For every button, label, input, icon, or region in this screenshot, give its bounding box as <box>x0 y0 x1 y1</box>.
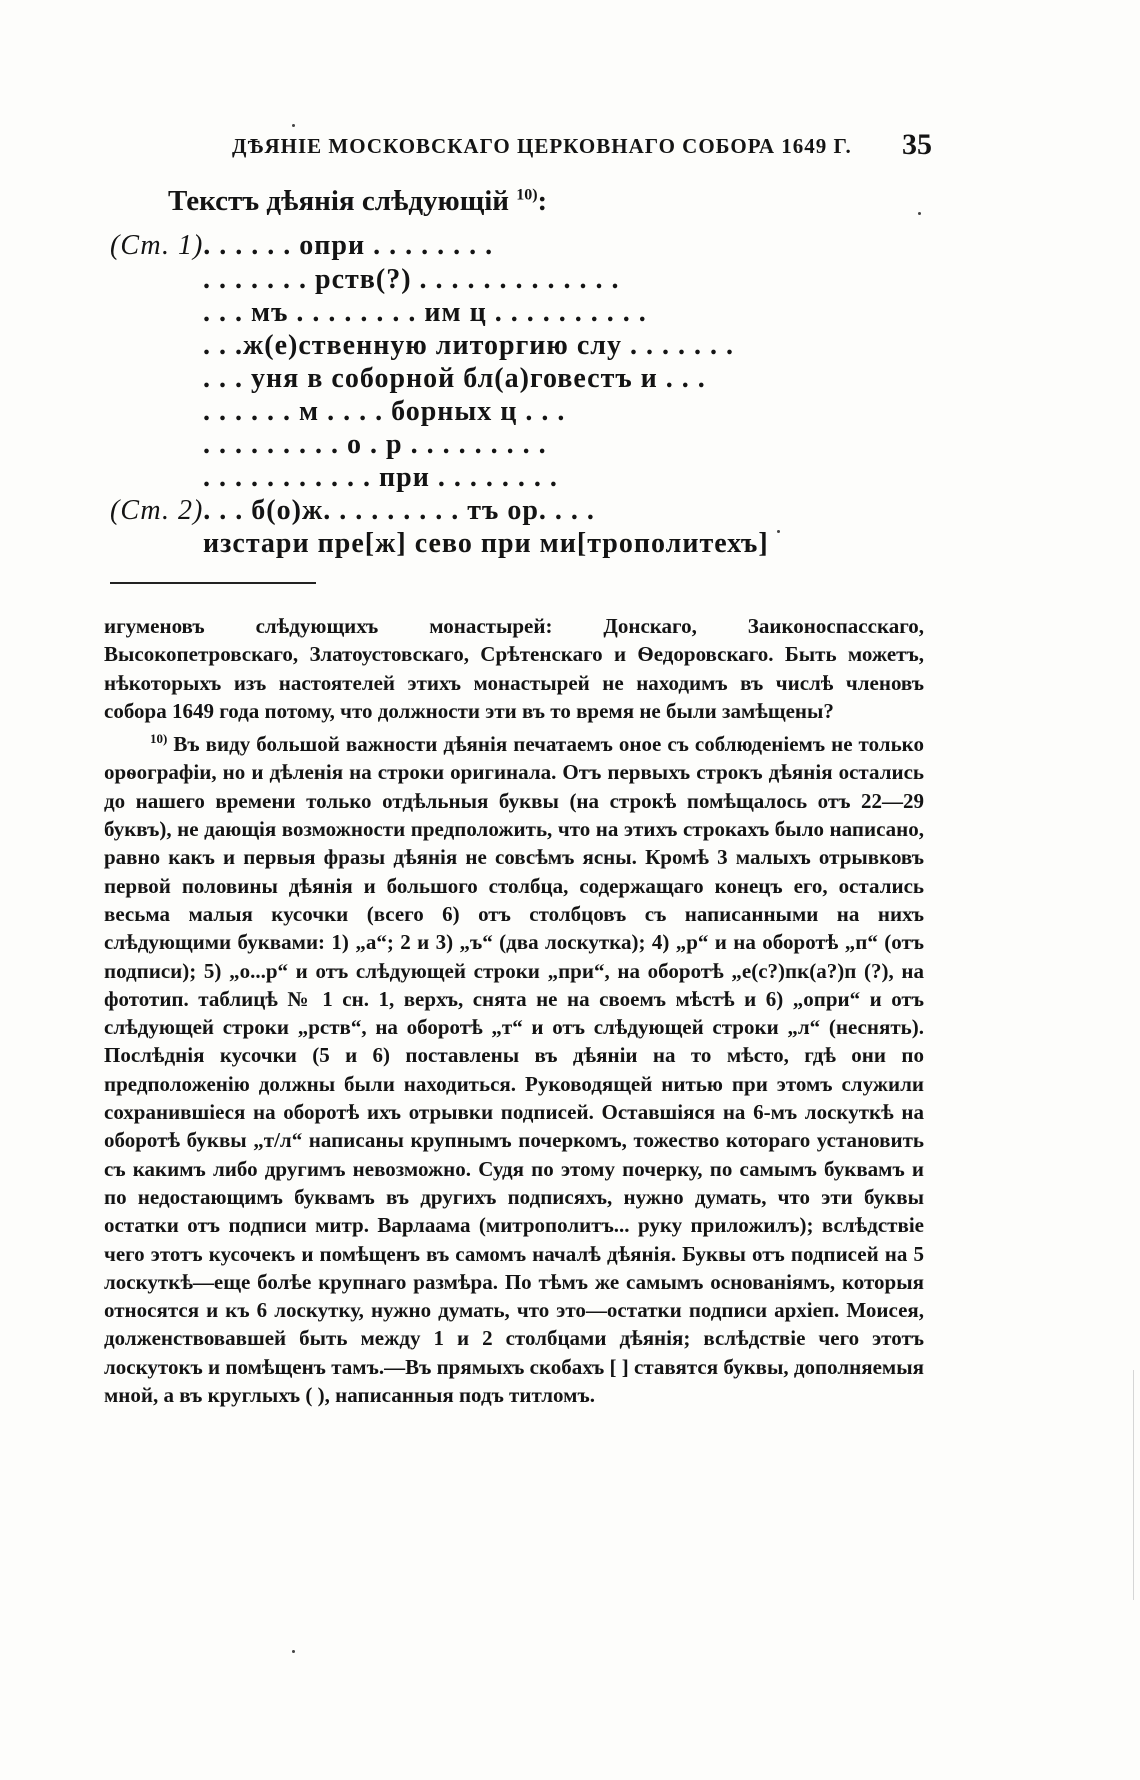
scan-edge-line <box>1133 1370 1134 1600</box>
fragment-text: . . . . . . опри . . . . . . . . <box>203 230 494 261</box>
fragment-text: . . . . . . м . . . . борных ц . . . <box>203 396 566 427</box>
footnote-body: Въ виду большой важности дѣянія печатаемъ оное съ соблюденіемъ не только орѳографіи, но и дѣленія на строки оригинала. Отъ первыхъ строкъ дѣянія остались до нашего времени только отдѣльныя буквы (на строкѣ помѣщалось отъ 22—29 буквъ), не дающія возможности предположить, что на этихъ строкахъ было написано, равно какъ и первыя фразы дѣянія не совсѣмъ ясны. Кромѣ 3 малыхъ отрывковъ первой половины дѣянія и большого столбца, содержащаго конецъ его, остались весьма малыя кусочки (всего 6) отъ столбцовъ съ написанными на нихъ слѣдующими буквами: 1) „а“; 2 и 3) „ъ“ (два лоскутка); 4) „р“ и на оборотѣ „п“ (отъ подписи); 5) „о...р“ и отъ слѣдующей строки „при“, на оборотѣ „е(с?)пк(а?)п (?), на фототип. таблицѣ № 1 сн. 1, верхъ, снята не на своемъ мѣстѣ и 6) „опри“ и отъ слѣдующей строки „рств“, на оборотѣ „т“ и отъ слѣдующей строки „л“ (неснять). Послѣднія кусочки (5 и 6) поставлены въ дѣяніи на то мѣсто, гдѣ они по предположенію должны были находиться. Руководящей нитью при этомъ служили сохранившіеся на оборотѣ ихъ отрывки подписей. Оставшіяся на 6-мъ лоскуткѣ на оборотѣ буквы „т/л“ написаны крупнымъ почеркомъ, тожество котораго установить съ какимъ либо другимъ невозможно. Судя по этому почерку, по самымъ буквамъ и по недостающимъ буквамъ въ другихъ подписяхъ, нужно думать, что эти буквы остатки отъ подписи митр. Варлаама (митрополитъ... руку приложилъ); вслѣдствіе чего этотъ кусочекъ и помѣщенъ въ самомъ началѣ дѣянія. Буквы отъ подписей на 5 лоскуткѣ—еще болѣе крупнаго размѣра. По тѣмъ же самымъ основаніямъ, которыя относятся и къ 6 лоскутку, нужно думать, что это—остатки подписи архіеп. Моисея, долженствовавшей быть между 1 и 2 столбцами дѣянія; вслѣдствіе чего этотъ лоскутокъ и помѣщенъ тамъ.—Въ прямыхъ скобахъ [ ] ставятся буквы, дополняемыя мной, а въ круглыхъ ( ), написанныя подъ титломъ. <box>104 732 925 1408</box>
print-speck <box>777 530 780 533</box>
print-speck <box>918 212 921 215</box>
fragment-text: . . .ж(е)ственную литоргию слу . . . . . . . <box>203 330 734 361</box>
footnote-10 <box>104 725 924 1409</box>
fragment-line <box>203 330 734 364</box>
fragment-line <box>203 528 769 562</box>
intro-text: Текстъ дѣянія слѣдующій <box>168 185 509 217</box>
column-ref: (Ст. 1) <box>110 230 204 261</box>
fragment-text: изстари пре[ж] сево при ми[трополитехъ] <box>203 528 769 559</box>
fragment-text: . . . . . . . рств(?) . . . . . . . . . . . . . <box>203 264 620 295</box>
intro-colon: : <box>537 185 548 217</box>
column-ref: (Ст. 2) <box>110 495 204 526</box>
footnote-separator <box>110 582 316 584</box>
fragment-line <box>110 495 595 529</box>
page-number: 35 <box>902 128 932 161</box>
fragment-line <box>110 230 493 264</box>
fragment-line <box>203 462 558 496</box>
fragment-text: . . . мъ . . . . . . . . им ц . . . . . . . . . . <box>203 297 647 328</box>
footnotes <box>104 612 924 1409</box>
fragment-line <box>203 297 647 331</box>
print-speck <box>292 1650 295 1653</box>
footnote-marker: 10) <box>150 731 168 747</box>
fragment-line <box>203 264 620 298</box>
footnote-continued: игуменовъ слѣдующихъ монастырей: Донскаго, Заиконоспасскаго, Высокопетровскаго, Златоустовскаго, Срѣтенскаго и Ѳедоровскаго. Быть можетъ, нѣкоторыхъ изъ настоятелей этихъ монастырей не находимъ въ числѣ членовъ собора 1649 года потому, что должности эти въ то время не были замѣщены? <box>104 614 924 723</box>
running-header <box>232 128 932 170</box>
print-speck <box>292 124 295 127</box>
fragment-text: . . . б(о)ж. . . . . . . . . тъ ор. . . . <box>203 495 595 526</box>
fragment-text: . . . . . . . . . . . при . . . . . . . . <box>203 462 558 493</box>
fragment-text: . . . уня в соборной бл(а)говестъ и . . . <box>203 363 706 394</box>
intro-footnote-ref: 10) <box>516 186 538 204</box>
fragment-line <box>203 429 547 463</box>
fragment-line <box>203 363 706 397</box>
fragment-text: . . . . . . . . . о . р . . . . . . . . . <box>203 429 547 460</box>
fragment-line <box>203 396 565 430</box>
act-intro <box>168 185 547 218</box>
running-title: ДѢЯНІЕ МОСКОВСКАГО ЦЕРКОВНАГО СОБОРА 1649 Г. <box>232 134 852 158</box>
